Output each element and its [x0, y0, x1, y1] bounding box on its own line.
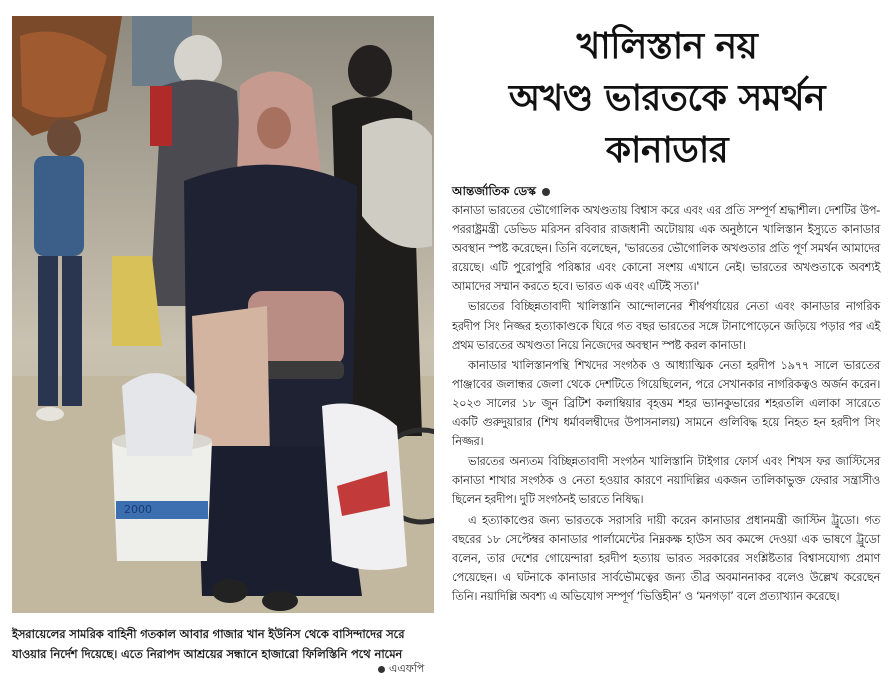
- bucket-label: 2000: [124, 503, 152, 516]
- photo-credit-text: এএফপি: [389, 662, 425, 675]
- photo-caption: ইসরায়েলের সামরিক বাহিনী গতকাল আবার গাজার খান ইউনিস থেকে বাসিন্দাদের সরে যাওয়ার নির্দেশ দিয়েছে। এতে নিরাপদ আশ্রয়ের সন্ধানে হাজারো ফিলিস্তিনি পথে নামেন: [12, 627, 405, 661]
- headline-line-1: খালিস্তান নয়: [576, 25, 758, 67]
- article-paragraph: কানাডা ভারতের ভৌগোলিক অখণ্ডতায় বিশ্বাস করে এবং এর প্রতি সম্পূর্ণ শ্রদ্ধাশীল। দেশটির উপ-পররাষ্ট্রমন্ত্রী ডেভিড মরিসন রবিবার রাজধানী অটোয়ায় এক অনুষ্ঠানে খালিস্তান ইস্যুতে কানাডার অবস্থান স্পষ্ট করেছেন। তিনি বলেছেন, 'ভারতের ভৌগোলিক অখণ্ডতার প্রতি পূর্ণ সমর্থন আমাদের রয়েছে। এটি পুরোপুরি পরিষ্কার এবং কোনো সংশয় এখানে নেই। ভারতের অখণ্ডতাকে অবশ্যই আমাদের সম্মান করতে হবে। ভারত এক এবং এটিই সত্য।': [452, 203, 880, 294]
- article-paragraph: ভারতের বিচ্ছিন্নতাবাদী খালিস্তানি আন্দোলনের শীর্ষপর্যায়ের নেতা এবং কানাডার নাগরিক হরদীপ সিং নিজ্জর হত্যাকাণ্ডকে ঘিরে গত বছর ভারতের সঙ্গে টানাপোড়েনে জড়িয়ে পড়ার পর এই প্রথম ভারতের অখণ্ডতা নিয়ে নিজেদের অবস্থান স্পষ্ট করল কানাডা।: [452, 299, 880, 352]
- article-paragraph: কানাডার খালিস্তানপন্থি শিখদের সংগঠক ও আধ্যাত্মিক নেতা হরদীপ ১৯৭৭ সালে ভারতের পাঞ্জাবের জলান্ধর জেলা থেকে দেশটিতে গিয়েছিলেন, পরে সেখানকার নাগরিকত্বও অর্জন করেন। ২০২৩ সালের ১৮ জুন ব্রিটিশ কলাম্বিয়ার বৃহত্তম শহর ভ্যানকুভারের শহরতলি এলাকা সারেতে একটি গুরুদুয়ারার (শিখ ধর্মাবলম্বীদের উপাসনালয়) সামনে গুলিবিদ্ধ হয়ে নিহত হন হরদীপ সিং নিজ্জর।: [452, 357, 880, 449]
- article-body: [452, 201, 880, 607]
- bullet-icon: [378, 666, 385, 673]
- bullet-icon: [542, 188, 550, 196]
- news-photo: [12, 16, 434, 613]
- headline: [446, 20, 888, 176]
- article-paragraph: এ হত্যাকাণ্ডের জন্য ভারতকে সরাসরি দায়ী করেন কানাডার প্রধানমন্ত্রী জাস্টিন ট্রুডো। গত বছরের ১৮ সেপ্টেম্বর কানাডার পার্লামেন্টের নিম্নকক্ষ হাউস অব কমন্সে দেওয়া এক ভাষণে ট্রুডো বলেন, তার দেশের গোয়েন্দারা হরদীপ হত্যায় ভারত সরকারের সংশ্লিষ্টতার বিশ্বাসযোগ্য প্রমাণ পেয়েছেন। এ ঘটনাকে কানাডার সার্বভৌমত্বের জন্য তীব্র অবমাননাকর বলেও উল্লেখ করেছেন তিনি। নয়াদিল্লি অবশ্য এ অভিযোগ সম্পূর্ণ ‘ভিত্তিহীন’ ও ‘মনগড়া’ বলে প্রত্যাখ্যান করেছে।: [452, 512, 880, 603]
- headline-line-3: কানাডার: [605, 129, 729, 171]
- byline-text: আন্তর্জাতিক ডেস্ক: [452, 184, 536, 198]
- byline: [452, 183, 550, 203]
- headline-line-2: অখণ্ড ভারতকে সমর্থন: [508, 77, 826, 119]
- photo-credit: [378, 660, 424, 679]
- article-paragraph: ভারতের অন্যতম বিচ্ছিন্নতাবাদী সংগঠন খালিস্তানি টাইগার ফোর্স এবং শিখস ফর জাস্টিসের কানাডা শাখার সংগঠক ও নেতা হওয়ার কারণে নয়াদিল্লির একজন তালিকাভুক্ত ফেরার সন্ত্রাসীও ছিলেন হরদীপ। দুটি সংগঠনই ভারতে নিষিদ্ধ।: [452, 454, 880, 507]
